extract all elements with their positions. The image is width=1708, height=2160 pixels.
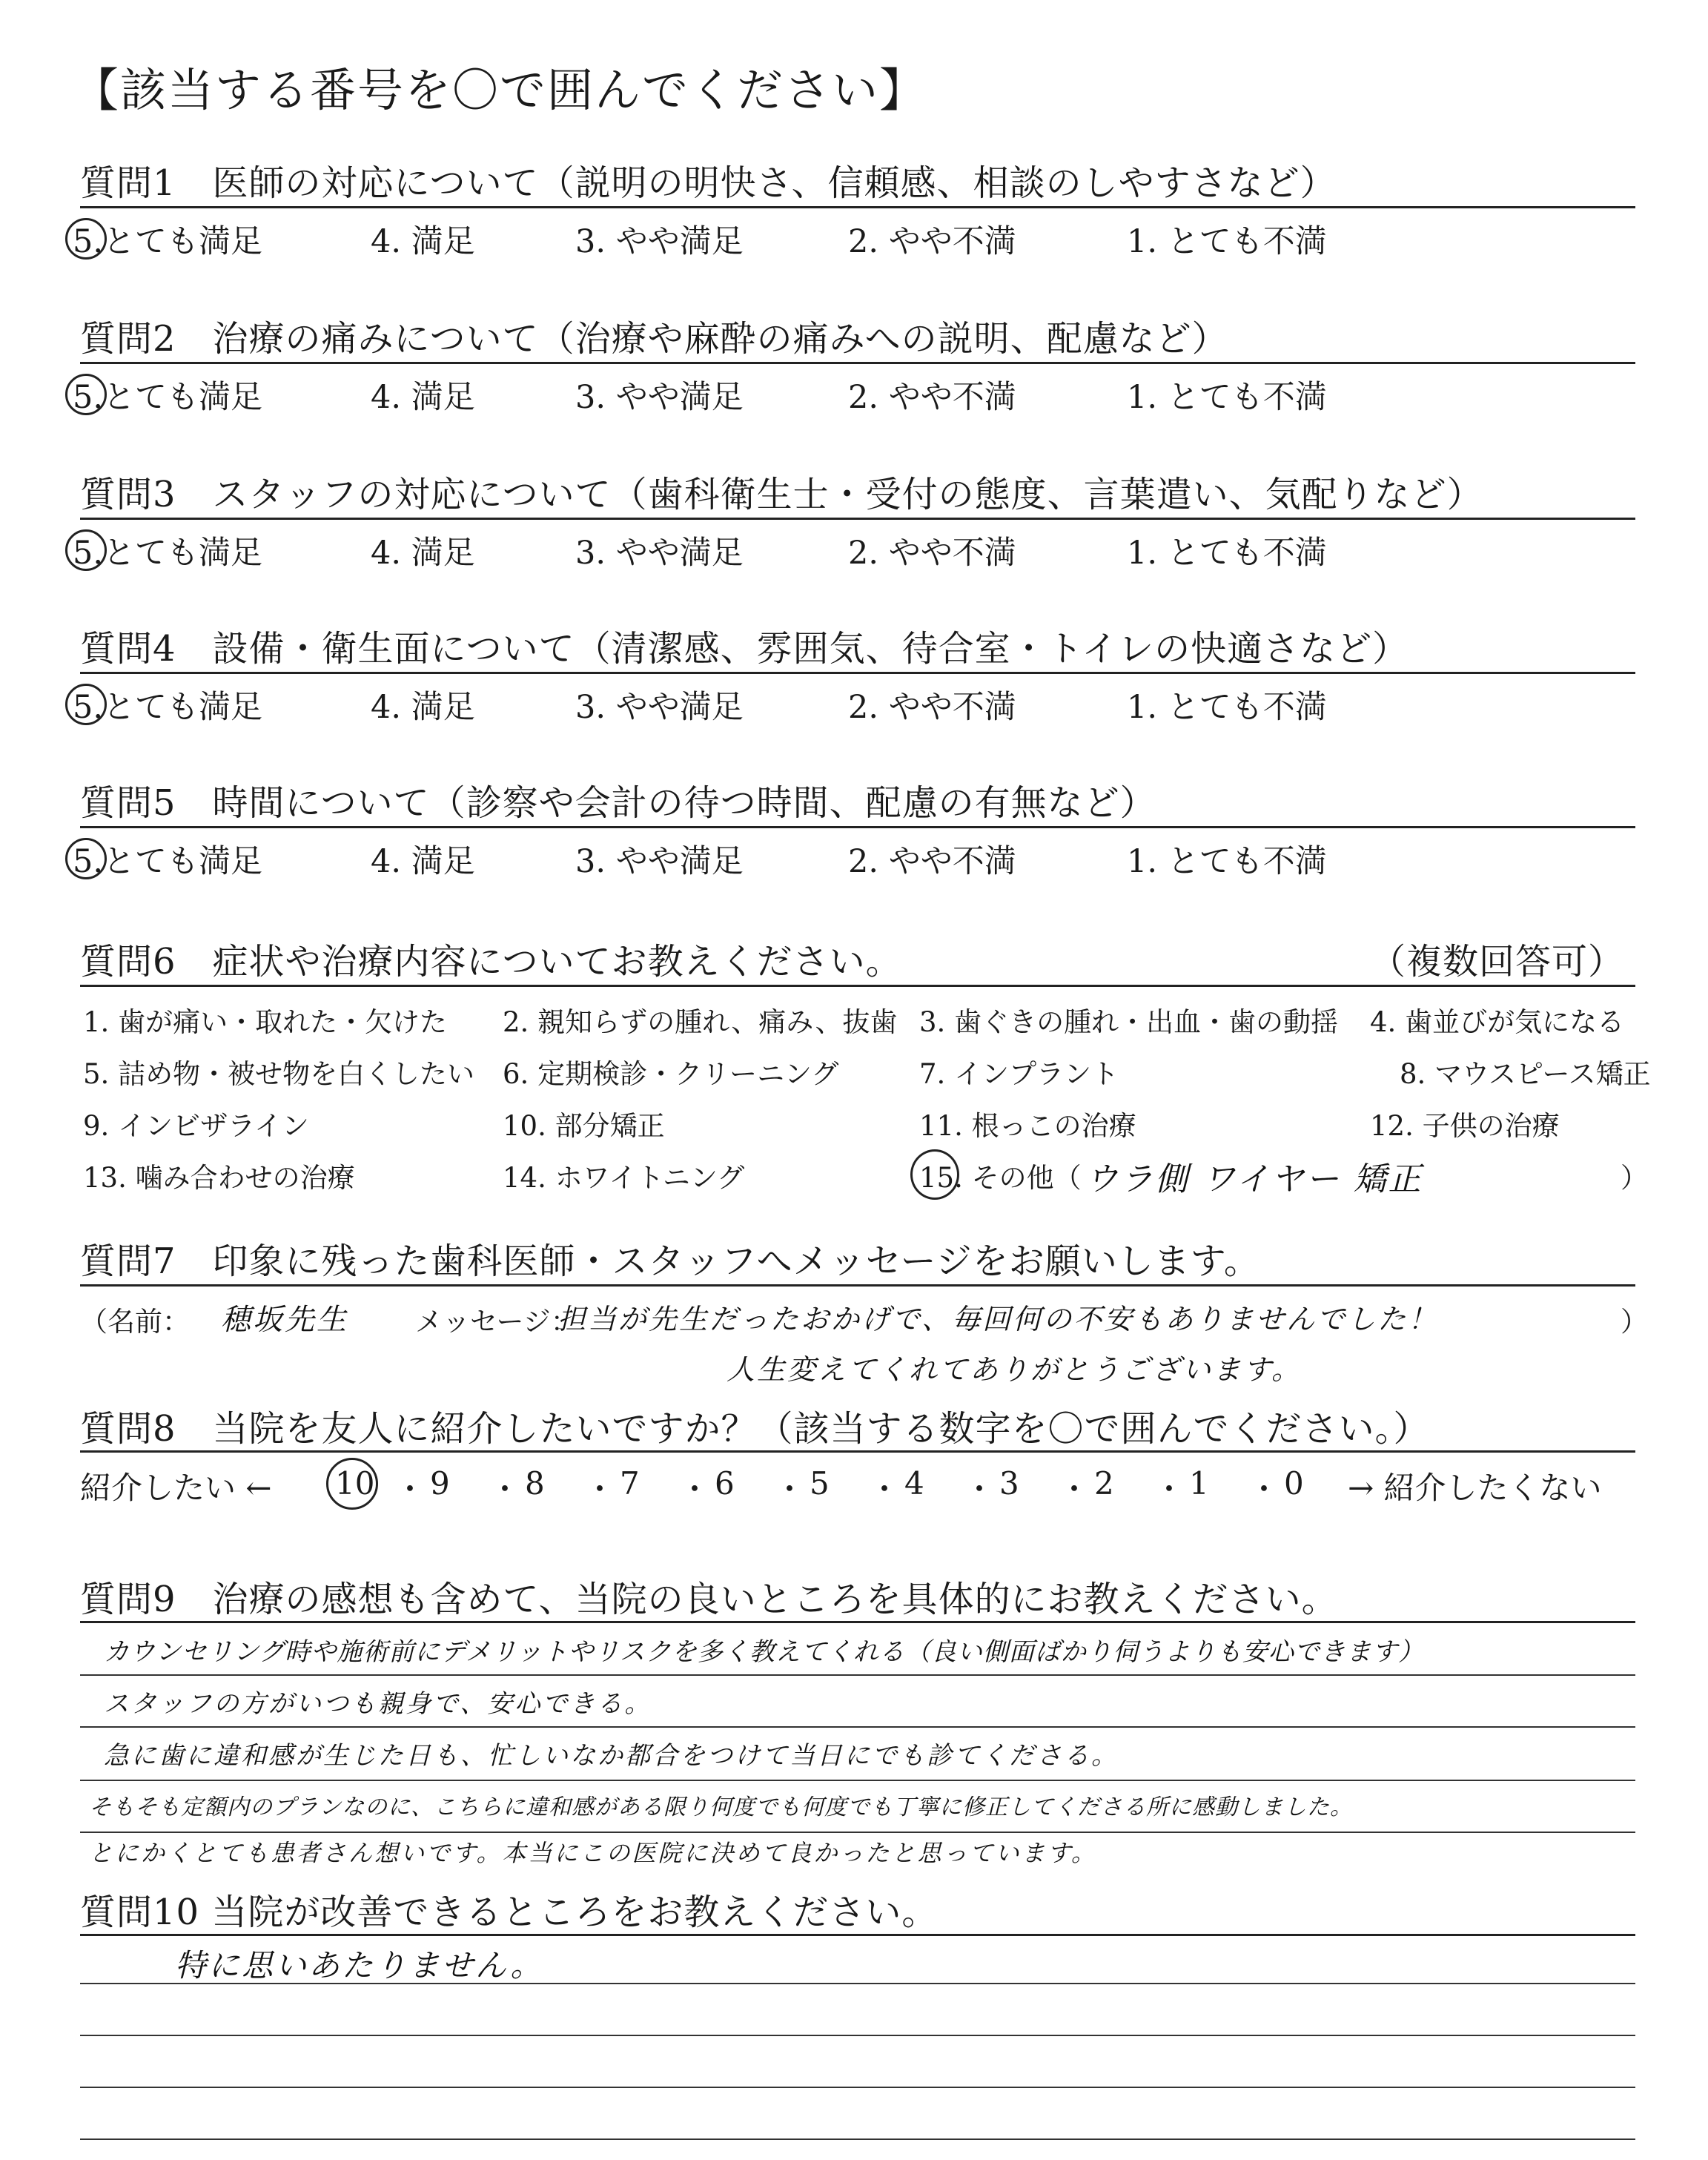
q8-title: 質問8 当院を友人に紹介したいですか？（該当する数字を〇で囲んでください。）: [80, 1408, 1430, 1450]
scale-separator-dot: ・: [1153, 1471, 1185, 1507]
q3-option[interactable]: 3. やや満足: [575, 535, 744, 572]
q9-answer-line: とにかくとても患者さん想いです。本当にこの医院に決めて良かったと思っています。: [89, 1839, 1097, 1867]
q8-scale-value[interactable]: 9: [430, 1465, 450, 1502]
scale-separator-dot: ・: [869, 1471, 901, 1507]
q5-option[interactable]: 3. やや満足: [575, 843, 744, 880]
q10-title: 質問10 当院が改善できるところをお教えください。: [80, 1892, 939, 1933]
q6-note: （複数回答可）: [1370, 941, 1625, 982]
q9-line-rule: [80, 1780, 1635, 1781]
q9-rule: [80, 1621, 1635, 1623]
q6-option[interactable]: 9. インビザライン: [83, 1110, 309, 1142]
q9-answer-line: そもそも定額内のプランなのに、こちらに違和感がある限り何度でも何度でも丁寧に修正してくださる所に感動しました。: [89, 1794, 1353, 1820]
selection-circle-icon: [65, 838, 107, 879]
q2-option[interactable]: 4. 満足: [371, 379, 475, 416]
q6-option[interactable]: 12. 子供の治療: [1370, 1110, 1560, 1142]
q9-line-rule: [80, 1674, 1635, 1676]
q6-option[interactable]: 1. 歯が痛い・取れた・欠けた: [83, 1006, 448, 1038]
q5-rule: [80, 826, 1635, 828]
q6-option[interactable]: 3. 歯ぐきの腫れ・出血・歯の動揺: [919, 1006, 1339, 1038]
q2-option[interactable]: 2. やや不満: [848, 379, 1016, 416]
selection-circle-icon: [65, 684, 107, 725]
q9-title: 質問9 治療の感想も含めて、当院の良いところを具体的にお教えください。: [80, 1579, 1338, 1620]
q6-other-close-paren: ）: [1621, 1162, 1648, 1194]
scale-separator-dot: ・: [964, 1471, 996, 1507]
selection-circle-icon: [326, 1458, 378, 1510]
q6-option[interactable]: 2. 親知らずの腫れ、痛み、抜歯: [503, 1006, 898, 1038]
q7-rule: [80, 1284, 1635, 1287]
q6-option[interactable]: 10. 部分矯正: [503, 1110, 665, 1142]
q1-option[interactable]: 3. やや満足: [575, 223, 744, 260]
q10-line-rule: [80, 1983, 1635, 1984]
q7-name-label: （名前：: [80, 1306, 190, 1338]
q9-answer-line: カウンセリング時や施術前にデメリットやリスクを多く教えてくれる（良い側面ばかり伺うよりも安心できます）: [104, 1637, 1424, 1667]
q10-line-rule: [80, 2138, 1635, 2140]
scale-separator-dot: ・: [394, 1471, 426, 1507]
q7-title: 質問7 印象に残った歯科医師・スタッフへメッセージをお願いします。: [80, 1241, 1260, 1282]
q5-title: 質問5 時間について（診察や会計の待つ時間、配慮の有無など）: [80, 782, 1156, 824]
q8-scale-value[interactable]: 7: [620, 1465, 640, 1502]
q6-rule: [80, 985, 1635, 987]
q8-scale-value[interactable]: 8: [525, 1465, 545, 1502]
q4-option[interactable]: 4. 満足: [371, 689, 475, 726]
q4-option[interactable]: 5.とても満足: [73, 689, 263, 726]
q1-title: 質問1 医師の対応について（説明の明快さ、信頼感、相談のしやすさなど）: [80, 162, 1337, 204]
q5-option[interactable]: 1. とても不満: [1127, 843, 1327, 880]
q6-option[interactable]: 14. ホワイトニング: [503, 1162, 745, 1194]
page-title: 【該当する番号を〇で囲んでください】: [73, 63, 927, 117]
q4-option[interactable]: 2. やや不満: [848, 689, 1016, 726]
q3-option[interactable]: 2. やや不満: [848, 535, 1016, 572]
q6-option[interactable]: 7. インプラント: [919, 1058, 1119, 1090]
q8-left-label: 紹介したい ←: [80, 1470, 272, 1506]
q8-scale-value[interactable]: 6: [715, 1465, 735, 1502]
q3-option[interactable]: 4. 満足: [371, 535, 475, 572]
q10-rule: [80, 1934, 1635, 1936]
q9-line-rule: [80, 1726, 1635, 1728]
q1-option[interactable]: 2. やや不満: [848, 223, 1016, 260]
q9-line-rule: [80, 1832, 1635, 1833]
q4-rule: [80, 672, 1635, 674]
q7-message-handwriting-2: 人生変えてくれてありがとうございます。: [726, 1353, 1302, 1386]
q7-message-label: メッセージ：: [415, 1306, 578, 1338]
q6-option[interactable]: 4. 歯並びが気になる: [1370, 1006, 1625, 1038]
q3-option[interactable]: 5.とても満足: [73, 535, 263, 572]
scale-separator-dot: ・: [489, 1471, 521, 1507]
scale-separator-dot: ・: [774, 1471, 806, 1507]
q8-scale-value[interactable]: 10: [335, 1465, 375, 1502]
q2-option[interactable]: 1. とても不満: [1127, 379, 1327, 416]
q7-close-paren: ）: [1621, 1306, 1648, 1338]
q3-rule: [80, 518, 1635, 520]
q1-rule: [80, 206, 1635, 208]
q2-option[interactable]: 3. やや満足: [575, 379, 744, 416]
q7-name-handwriting: 穂坂先生: [221, 1303, 348, 1337]
q8-scale-value[interactable]: 4: [904, 1465, 924, 1502]
q8-rule: [80, 1450, 1635, 1453]
q6-option[interactable]: 6. 定期検診・クリーニング: [503, 1058, 839, 1090]
scale-separator-dot: ・: [679, 1471, 711, 1507]
q8-scale-value[interactable]: 2: [1094, 1465, 1114, 1502]
q6-option[interactable]: 13. 噛み合わせの治療: [83, 1162, 355, 1194]
q6-title: 質問6 症状や治療内容についてお教えください。: [80, 941, 902, 982]
q2-title: 質問2 治療の痛みについて（治療や麻酔の痛みへの説明、配慮など）: [80, 318, 1228, 360]
q6-option-other[interactable]: 15. その他（: [919, 1162, 1082, 1194]
q5-option[interactable]: 2. やや不満: [848, 843, 1016, 880]
q8-scale-value[interactable]: 3: [999, 1465, 1019, 1502]
q3-title: 質問3 スタッフの対応について（歯科衛生士・受付の態度、言葉遣い、気配りなど）: [80, 474, 1483, 515]
q6-option[interactable]: 8. マウスピース矯正: [1400, 1058, 1651, 1090]
q4-option[interactable]: 1. とても不満: [1127, 689, 1327, 726]
q6-option[interactable]: 5. 詰め物・被せ物を白くしたい: [83, 1058, 475, 1090]
selection-circle-icon: [65, 218, 107, 260]
q1-option[interactable]: 5.とても満足: [73, 223, 263, 260]
q2-rule: [80, 362, 1635, 364]
q8-scale-value[interactable]: 1: [1189, 1465, 1209, 1502]
q10-line-rule: [80, 2087, 1635, 2088]
q4-option[interactable]: 3. やや満足: [575, 689, 744, 726]
q9-answer-line: 急に歯に違和感が生じた日も、忙しいなか都合をつけて当日にでも診てくださる。: [104, 1741, 1119, 1771]
q1-option[interactable]: 1. とても不満: [1127, 223, 1327, 260]
q5-option[interactable]: 5.とても満足: [73, 843, 263, 880]
q6-option[interactable]: 11. 根っこの治療: [919, 1110, 1136, 1142]
q7-message-handwriting: 担当が先生だったおかげで、毎回何の不安もありませんでした！: [557, 1303, 1439, 1335]
q10-line-rule: [80, 2035, 1635, 2036]
selection-circle-icon: [65, 529, 107, 571]
q9-answer-line: スタッフの方がいつも親身で、安心できる。: [104, 1689, 652, 1719]
scale-separator-dot: ・: [584, 1471, 616, 1507]
q5-option[interactable]: 4. 満足: [371, 843, 475, 880]
q8-right-label: → 紹介したくない: [1348, 1470, 1602, 1506]
scale-separator-dot: ・: [1059, 1471, 1090, 1507]
q4-title: 質問4 設備・衛生面について（清潔感、雰囲気、待合室・トイレの快適さなど）: [80, 628, 1409, 670]
q10-answer-line: 特に思いあたりません。: [175, 1947, 544, 1984]
q8-scale-value[interactable]: 5: [810, 1465, 830, 1502]
q8-scale-value[interactable]: 0: [1284, 1465, 1304, 1502]
q3-option[interactable]: 1. とても不満: [1127, 535, 1327, 572]
selection-circle-icon: [65, 374, 107, 415]
scale-separator-dot: ・: [1248, 1471, 1280, 1507]
q1-option[interactable]: 4. 満足: [371, 223, 475, 260]
selection-circle-icon: [910, 1149, 959, 1200]
q6-other-handwriting: ウラ側 ワイヤー 矯正: [1085, 1160, 1423, 1198]
q2-option[interactable]: 5.とても満足: [73, 379, 263, 416]
